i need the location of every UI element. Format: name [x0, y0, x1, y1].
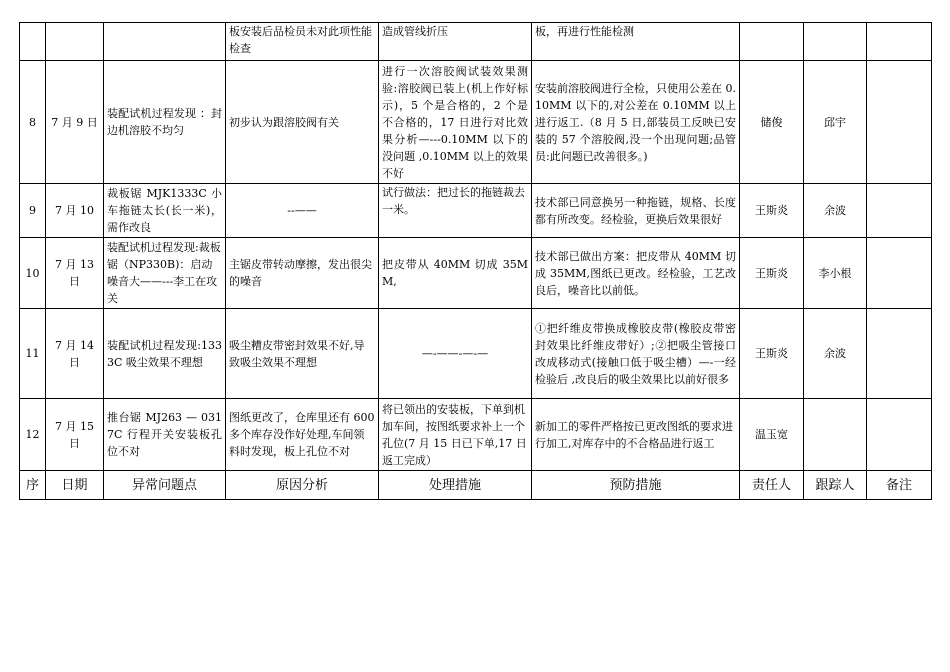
owner-cell: 温玉宽 [740, 399, 804, 471]
issue-cell: 装配试机过程发现:裁板锯（NP330B)：启动噪音大——---李工在攻关 [104, 238, 226, 309]
note-cell [867, 61, 932, 184]
seq-cell [20, 23, 46, 61]
action-cell: 进行一次溶胶阀试装效果测验:溶胶阀已装上(机上作好标示)，5 个是合格的，2 个是不合格的，17 日进行对比效果分析—---0.10MM 以下的没问题 ,0.10MM 以上的效果不好 [379, 61, 532, 184]
table-row [20, 184, 932, 238]
date-cell: 7 月 10 [46, 184, 104, 238]
issue-cell: 裁板锯 MJK1333C 小车拖链太长(长一米)，需作改良 [104, 184, 226, 238]
action-cell: 将已领出的安装板，下单到机加车间，按图纸要求补上一个孔位(7 月 15 日已下单,17 日返工完成） [379, 399, 532, 471]
header-prevention: 预防措施 [532, 471, 740, 500]
prevention-cell: 板，再进行性能检测 [532, 23, 740, 61]
seq-cell: 9 [20, 184, 46, 238]
issue-cell: 装配试机过程发现 ：封边机溶胶不均匀 [104, 61, 226, 184]
tracker-cell [804, 23, 867, 61]
table-row [20, 399, 932, 471]
header-tracker: 跟踪人 [804, 471, 867, 500]
date-cell: 7 月 15 日 [46, 399, 104, 471]
header-owner: 责任人 [740, 471, 804, 500]
action-cell: 造成管线折压 [379, 23, 532, 61]
header-cause: 原因分析 [226, 471, 379, 500]
cause-cell: 图纸更改了，仓库里还有 600 多个库存没作好处理,车间领料时发现，板上孔位不对 [226, 399, 379, 471]
note-cell [867, 184, 932, 238]
header-note: 备注 [867, 471, 932, 500]
prevention-cell: 新加工的零件严格按已更改图纸的要求进行加工,对库存中的不合格品进行返工 [532, 399, 740, 471]
issue-cell: 推台锯 MJ263 — 0317C 行程开关安装板孔位不对 [104, 399, 226, 471]
tracker-cell [804, 399, 867, 471]
header-issue: 异常问题点 [104, 471, 226, 500]
tracker-cell: 李小根 [804, 238, 867, 309]
header-action: 处理措施 [379, 471, 532, 500]
note-cell [867, 238, 932, 309]
tracker-cell: 余波 [804, 309, 867, 399]
seq-cell: 12 [20, 399, 46, 471]
date-cell [46, 23, 104, 61]
action-cell: 试行做法：把过长的拖链裁去一米。 [379, 184, 532, 238]
action-cell: 把皮带从 40MM 切成 35MM, [379, 238, 532, 309]
cause-cell: 初步认为跟溶胶阀有关 [226, 61, 379, 184]
cause-cell: 吸尘糟皮带密封效果不好,导致吸尘效果不理想 [226, 309, 379, 399]
seq-cell: 8 [20, 61, 46, 184]
seq-cell: 11 [20, 309, 46, 399]
cause-cell: --—— [226, 184, 379, 238]
header-seq: 序 [20, 471, 46, 500]
tracker-cell: 邱宇 [804, 61, 867, 184]
prevention-cell: ①把纤维皮带换成橡胶皮带(橡胶皮带密封效果比纤维皮带好）;②把吸尘管接口改成移动式(接触口低于吸尘槽）—-一经检验后 ,改良后的吸尘效果比以前好很多 [532, 309, 740, 399]
prevention-cell: 技术部已同意换另一种拖链，规格、长度都有所改变。经检验，更换后效果很好 [532, 184, 740, 238]
date-cell: 7 月 14 日 [46, 309, 104, 399]
header-date: 日期 [46, 471, 104, 500]
issue-cell [104, 23, 226, 61]
note-cell [867, 399, 932, 471]
prevention-cell: 安装前溶胶阀进行全检，只使用公差在 0.10MM 以下的,对公差在 0.10MM 以上进行返工.（8 月 5 日,部装员工反映已安装的 57 个溶胶阀,没一个出现问题;品管员:此问题已改善很多。) [532, 61, 740, 184]
table-header-row [20, 471, 932, 500]
note-cell [867, 23, 932, 61]
cause-cell: 板安装后品检员未对此项性能检查 [226, 23, 379, 61]
tracker-cell: 余波 [804, 184, 867, 238]
owner-cell: 王斯炎 [740, 309, 804, 399]
owner-cell: 王斯炎 [740, 184, 804, 238]
table-row [20, 61, 932, 184]
table-row [20, 238, 932, 309]
date-cell: 7 月 13 日 [46, 238, 104, 309]
owner-cell: 储俊 [740, 61, 804, 184]
table-row [20, 23, 932, 61]
seq-cell: 10 [20, 238, 46, 309]
cause-cell: 主锯皮带转动摩擦，发出很尖的噪音 [226, 238, 379, 309]
prevention-cell: 技术部已做出方案：把皮带从 40MM 切成 35MM,图纸已更改。经检验，工艺改良后，噪音比以前低。 [532, 238, 740, 309]
date-cell: 7 月 9 日 [46, 61, 104, 184]
issue-cell: 装配试机过程发现:1333C 吸尘效果不理想 [104, 309, 226, 399]
owner-cell: 王斯炎 [740, 238, 804, 309]
table-row [20, 309, 932, 399]
owner-cell [740, 23, 804, 61]
issue-tracking-table [19, 22, 932, 500]
note-cell [867, 309, 932, 399]
action-cell: —-——-—-— [379, 309, 532, 399]
